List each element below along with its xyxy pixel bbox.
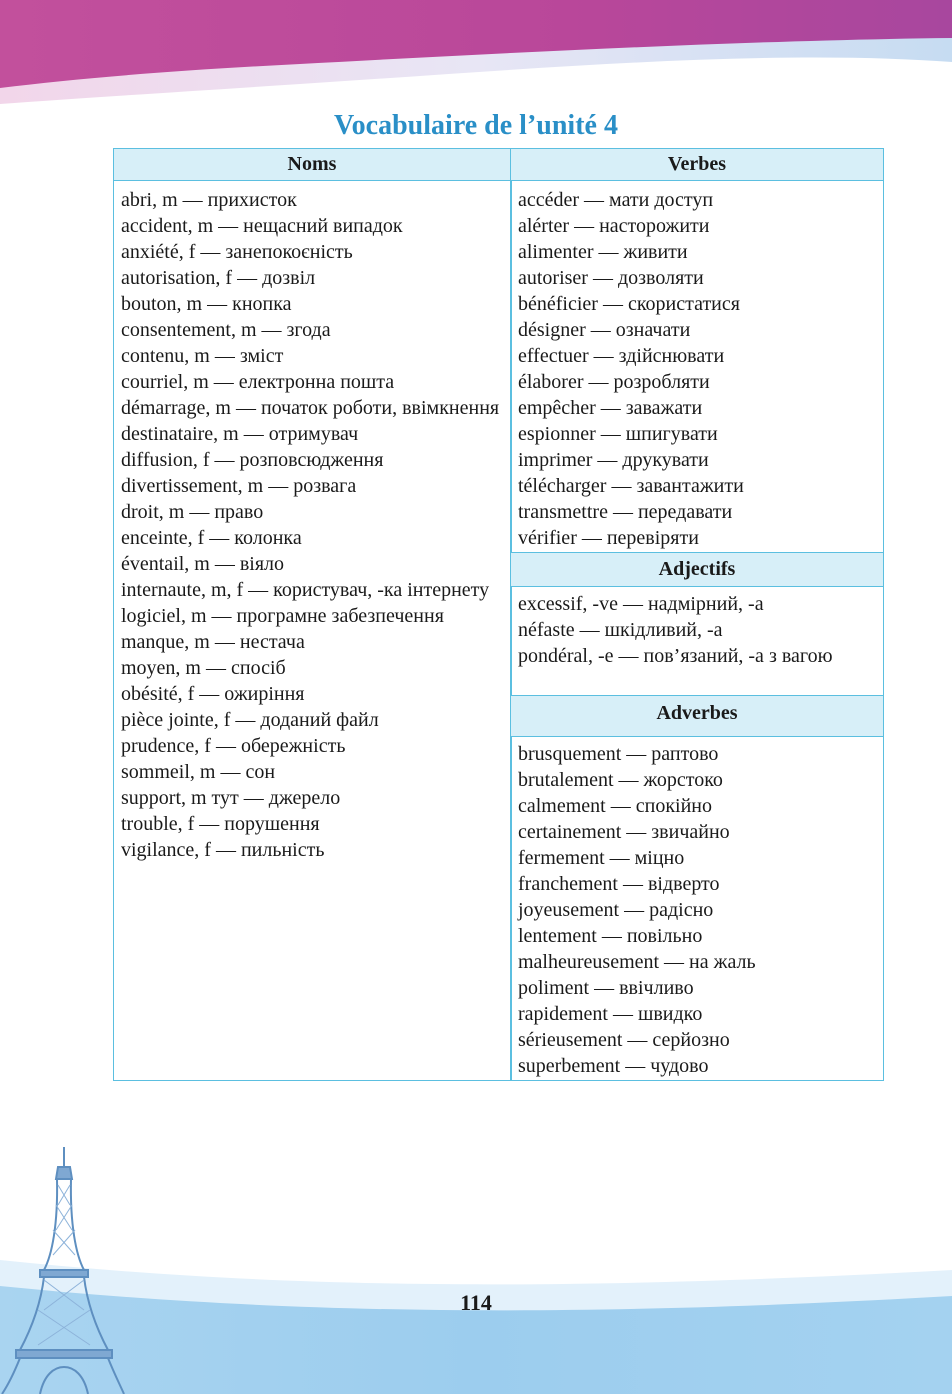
verbes-list <box>518 187 880 551</box>
noms-item: consentement, m — згода <box>121 319 331 341</box>
adverbes-item: rapidement — швидко <box>518 1003 703 1025</box>
verbes-item: effectuer — здійснювати <box>518 345 725 367</box>
header-verbes: Verbes <box>511 149 883 181</box>
adjectifs-item: néfaste — шкідливий, -а <box>518 619 723 641</box>
verbes-item: élaborer — розробляти <box>518 371 710 393</box>
noms-item: démarrage, m — початок роботи, ввімкнення <box>121 397 500 419</box>
noms-item: moyen, m — спосіб <box>121 657 286 679</box>
noms-item: support, m тут — джерело <box>121 787 341 809</box>
bottom-wave-banner <box>0 1250 952 1394</box>
page-number: 114 <box>460 1290 492 1315</box>
noms-item: anxiété, f — занепокоєність <box>121 241 353 263</box>
adverbes-item: certainement — звичайно <box>518 821 730 843</box>
noms-item: enceinte, f — колонка <box>121 527 302 549</box>
verbes-item: autoriser — дозволяти <box>518 267 704 289</box>
adverbes-item: calmement — спокійно <box>518 795 712 817</box>
noms-item: destinataire, m — отримувач <box>121 423 359 445</box>
header-noms: Noms <box>114 149 510 181</box>
page-title: Vocabulaire de l’unité 4 <box>334 110 618 141</box>
adjectifs-list <box>518 591 880 669</box>
verbes-item: télécharger — завантажити <box>518 475 744 497</box>
adjectifs-item: pondéral, -e — пов’язаний, -а з вагою <box>518 645 833 667</box>
noms-item: trouble, f — порушення <box>121 813 320 835</box>
noms-item: prudence, f — обережність <box>121 735 346 757</box>
noms-item: pièce jointe, f — доданий файл <box>121 709 379 731</box>
noms-item: manque, m — нестача <box>121 631 305 653</box>
adverbes-item: poliment — ввічливо <box>518 977 694 999</box>
adjectifs-item: excessif, -ve — надмірний, -а <box>518 593 764 615</box>
noms-item: sommeil, m — сон <box>121 761 276 783</box>
noms-item: obésité, f — ожиріння <box>121 683 305 705</box>
verbes-item: désigner — означати <box>518 319 691 341</box>
noms-item: vigilance, f — пильність <box>121 839 325 861</box>
adverbes-list <box>518 741 880 1079</box>
verbes-item: empêcher — заважати <box>518 397 703 419</box>
noms-item: divertissement, m — розвага <box>121 475 357 497</box>
verbes-item: transmettre — передавати <box>518 501 733 523</box>
adverbes-item: joyeusement — радісно <box>518 899 714 921</box>
verbes-item: espionner — шпигувати <box>518 423 718 445</box>
verbes-item: alimenter — живити <box>518 241 688 263</box>
noms-item: contenu, m — зміст <box>121 345 284 367</box>
adverbes-item: franchement — відверто <box>518 873 720 895</box>
adverbes-item: sérieusement — серйозно <box>518 1029 730 1051</box>
noms-item: diffusion, f — розповсюдження <box>121 449 384 471</box>
adverbes-item: brusquement — раптово <box>518 743 719 765</box>
noms-item: bouton, m — кнопка <box>121 293 292 315</box>
noms-item: internaute, m, f — користувач, -ка інтернету <box>121 579 490 601</box>
noms-item: courriel, m — електронна пошта <box>121 371 395 393</box>
adverbes-item: fermement — міцно <box>518 847 685 869</box>
verbes-item: alérter — насторожити <box>518 215 710 237</box>
vocabulary-table <box>113 148 884 1081</box>
adverbes-item: superbement — чудово <box>518 1055 709 1077</box>
adverbes-item: malheureusement — на жаль <box>518 951 756 973</box>
noms-item: logiciel, m — програмне забезпечення <box>121 605 444 627</box>
eiffel-tower-icon <box>0 1145 125 1394</box>
adverbes-item: brutalement — жорстоко <box>518 769 723 791</box>
noms-item: éventail, m — віяло <box>121 553 285 575</box>
noms-list <box>121 187 506 863</box>
adverbes-item: lentement — повільно <box>518 925 703 947</box>
header-adjectifs: Adjectifs <box>511 552 883 587</box>
noms-item: autorisation, f — дозвіл <box>121 267 316 289</box>
noms-item: abri, m — прихисток <box>121 189 297 211</box>
verbes-item: vérifier — перевіряти <box>518 527 699 549</box>
verbes-item: imprimer — друкувати <box>518 449 709 471</box>
verbes-item: bénéficier — скористатися <box>518 293 740 315</box>
noms-item: accident, m — нещасний випадок <box>121 215 403 237</box>
column-divider <box>510 149 512 1080</box>
verbes-item: accéder — мати доступ <box>518 189 714 211</box>
header-adverbes: Adverbes <box>511 695 883 737</box>
noms-item: droit, m — право <box>121 501 264 523</box>
